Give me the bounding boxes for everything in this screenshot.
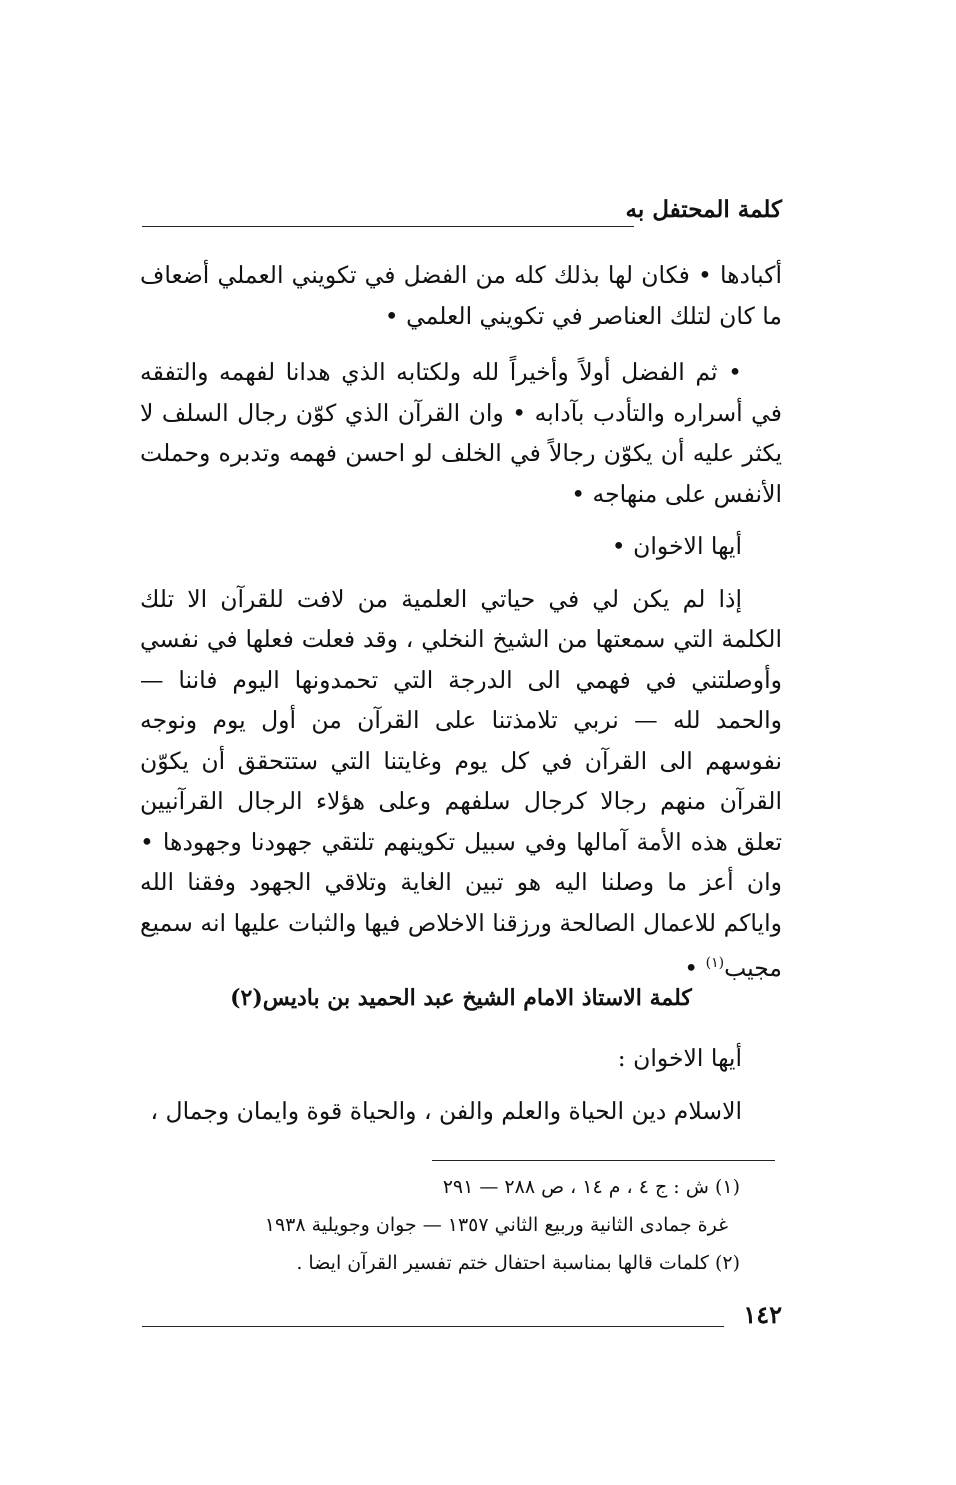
page-number: ١٤٢ xyxy=(743,1300,782,1329)
section-text xyxy=(140,1038,782,1131)
footnote-2: (٢) كلمات قالها بمناسبة احتفال ختم تفسير القرآن ايضا . xyxy=(296,1252,740,1274)
section-heading: كلمة الاستاذ الامام الشيخ عبد الحميد بن باديس(٢) xyxy=(230,985,692,1011)
paragraph-4-text: إذا لم يكن لي في حياتي العلمية من لافت للقرآن الا تلك الكلمة التي سمعتها من الشيخ النخلي ، وقد فعلت فعلها في نفسي وأوصلتني في فهمي الى الدرجة التي تحمدونها اليوم فاننا — والحمد لله — نربي تلامذتنا على القرآن من أول يوم ونوجه نفوسهم الى القرآن في كل يوم وغايتنا التي ستتحقق أن يكوّن القرآن منهم رجالا كرجال سلفهم وعلى هؤلاء الرجال القرآنيين تعلق هذه الأمة آمالها وفي سبيل تكوينهم تلتقي جهودنا وجهودها • وان أعز ما وصلنا اليه هو تبين الغاية وتلاقي الجهود وفقنا الله واياكم للاعمال الصالحة ورزقنا الاخلاص فيها والثبات عليها انه سميع مجيب xyxy=(140,584,782,982)
paragraph-4-end: • xyxy=(684,953,706,982)
paragraph-1: أكبادها • فكان لها بذلك كله من الفضل في تكويني العملي أضعاف ما كان لتلك العناصر في تكويني العلمي • xyxy=(140,261,782,330)
footnote-separator xyxy=(432,1160,775,1161)
header-rule xyxy=(142,226,634,227)
paragraph-3: أيها الاخوان • xyxy=(611,532,742,560)
running-header xyxy=(142,196,782,236)
page-footer xyxy=(142,1300,782,1340)
paragraph-4 xyxy=(140,579,782,989)
running-header-title: كلمة المحتفل به xyxy=(625,196,782,223)
footnote-ref-1: (١) xyxy=(705,955,725,971)
footer-rule xyxy=(142,1326,724,1327)
section-paragraph-1: أيها الاخوان : xyxy=(617,1044,742,1072)
main-text xyxy=(140,255,782,988)
footnote-1-line-2: غرة جمادى الثانية وربيع الثاني ١٣٥٧ — جوان وجويلية ١٩٣٨ xyxy=(264,1214,728,1236)
footnote-1-line-1: (١) ش : ج ٤ ، م ١٤ ، ص ٢٨٨ — ٢٩١ xyxy=(442,1176,740,1198)
footnotes xyxy=(140,1168,740,1282)
section-paragraph-2: الاسلام دين الحياة والعلم والفن ، والحياة قوة وايمان وجمال ، xyxy=(150,1096,742,1125)
paragraph-2: • ثم الفضل أولاً وأخيراً لله ولكتابه الذي هدانا لفهمه والتفقه في أسراره والتأدب بآدابه • وان القرآن الذي كوّن رجال السلف لا يكثر عليه أن يكوّن رجالاً في الخلف لو احسن فهمه وتدبره وحملت الأنفس على منهاجه • xyxy=(140,358,782,508)
